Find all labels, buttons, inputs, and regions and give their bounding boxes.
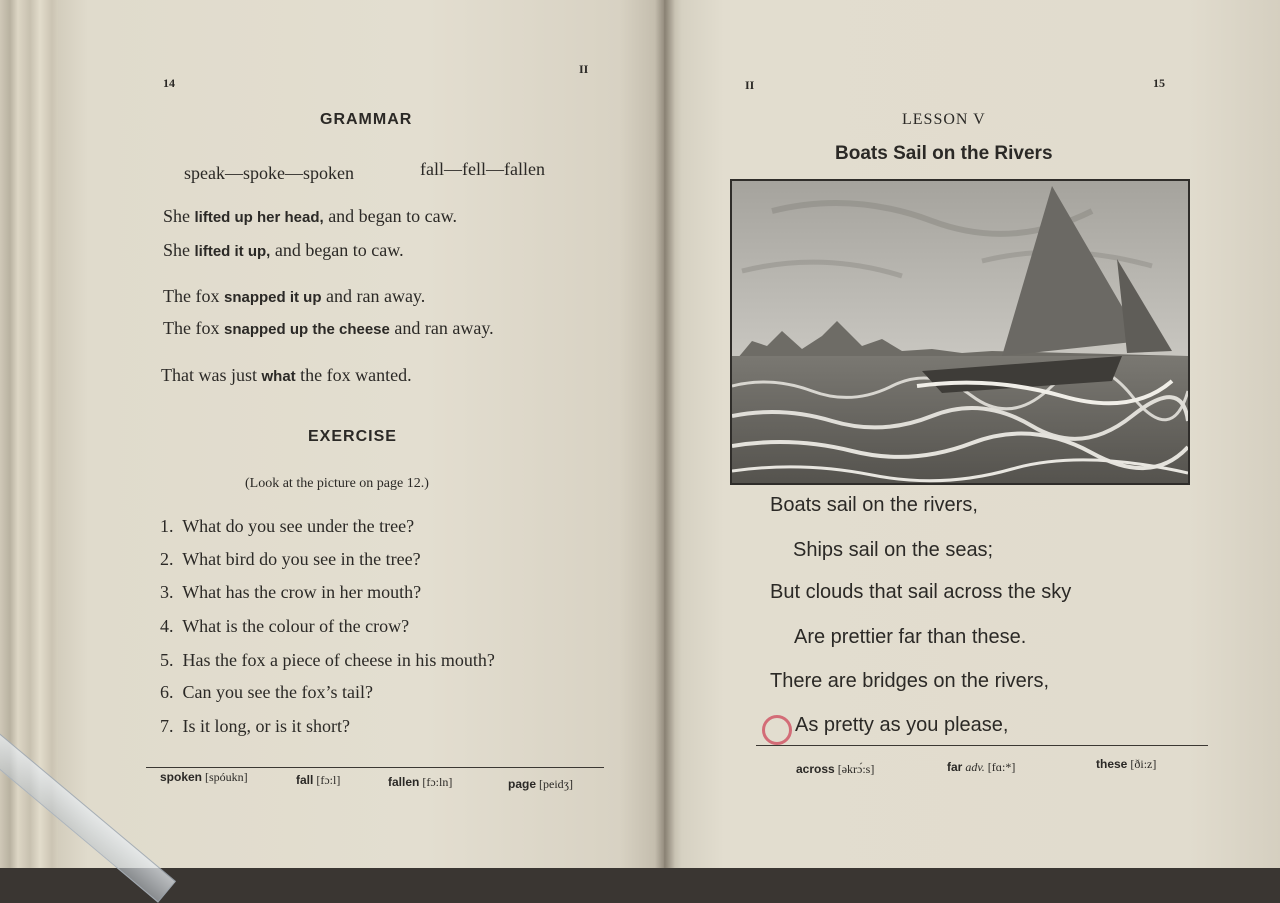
footnote-fall: fall [fɔ:l] xyxy=(296,773,341,787)
left-page-number: 14 xyxy=(163,76,175,90)
verb-form-fall: fall—fell—fallen xyxy=(420,159,545,179)
poem-line-5: There are bridges on the rivers, xyxy=(770,670,1050,692)
verb-form-speak: speak—spoke—spoken xyxy=(184,163,354,183)
footnote-page: page [peidʒ] xyxy=(508,777,573,791)
question-6: 6. Can you see the fox’s tail? xyxy=(160,682,373,702)
right-footnote-rule xyxy=(756,745,1208,746)
footnote-across: across [əkrɔ́:s] xyxy=(796,762,875,776)
exercise-note: (Look at the picture on page 12.) xyxy=(245,476,429,491)
poem-line-2: Ships sail on the seas; xyxy=(793,539,994,561)
right-page-number: 15 xyxy=(1153,76,1165,90)
left-section-marker: II xyxy=(579,62,589,76)
left-footnote-rule xyxy=(146,767,604,768)
right-section-marker: II xyxy=(745,78,755,92)
question-5: 5. Has the fox a piece of cheese in his mouth? xyxy=(160,650,495,670)
question-7: 7. Is it long, or is it short? xyxy=(160,716,350,736)
poem-line-6: As pretty as you please, xyxy=(795,714,1009,736)
grammar-sentence-5: That was just what the fox wanted. xyxy=(161,365,412,385)
poem-line-1: Boats sail on the rivers, xyxy=(770,494,978,516)
grammar-heading: GRAMMAR xyxy=(320,111,413,128)
red-stamp-mark xyxy=(762,715,792,745)
poem-line-3: But clouds that sail across the sky xyxy=(770,581,1072,603)
book-gutter xyxy=(655,0,675,868)
lesson-title: Boats Sail on the Rivers xyxy=(835,143,1053,164)
poem-line-4: Are prettier far than these. xyxy=(794,626,1027,648)
grammar-sentence-1: She lifted up her head, and began to caw. xyxy=(163,206,457,226)
sailboat-illustration xyxy=(730,179,1190,485)
footnote-fallen: fallen [fɔ:ln] xyxy=(388,775,453,789)
lesson-number: LESSON V xyxy=(902,111,986,128)
question-3: 3. What has the crow in her mouth? xyxy=(160,582,422,602)
exercise-heading: EXERCISE xyxy=(308,428,397,445)
footnote-spoken: spoken [spóukn] xyxy=(160,770,248,784)
question-1: 1. What do you see under the tree? xyxy=(160,516,415,536)
footnote-these: these [ði:z] xyxy=(1096,757,1157,771)
grammar-sentence-4: The fox snapped up the cheese and ran away. xyxy=(163,318,494,338)
grammar-sentence-2: She lifted it up, and began to caw. xyxy=(163,240,404,260)
grammar-sentence-3: The fox snapped it up and ran away. xyxy=(163,286,426,306)
question-2: 2. What bird do you see in the tree? xyxy=(160,549,421,569)
question-4: 4. What is the colour of the crow? xyxy=(160,616,410,636)
footnote-far: far adv. [fɑ:*] xyxy=(947,760,1016,774)
